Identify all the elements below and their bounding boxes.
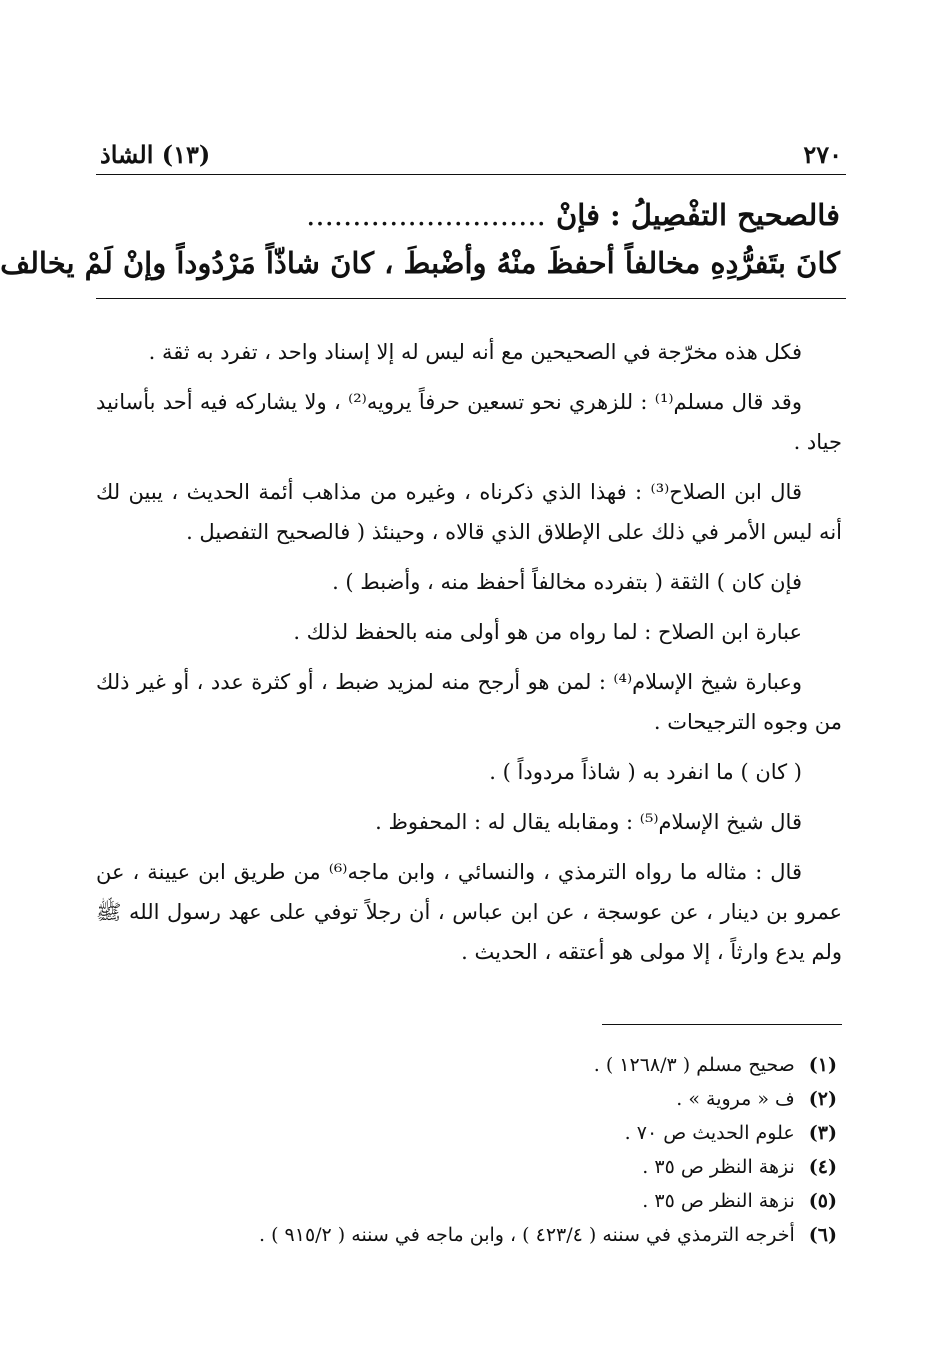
body-paragraph: فكل هذه مخرّجة في الصحيحين مع أنه ليس له إلا إسناد واحد ، تفرد به ثقة .: [148, 340, 802, 364]
matn-ellipsis: ..........................: [306, 198, 546, 232]
running-header: [96, 138, 846, 175]
body-paragraph: وعبارة شيخ الإسلام⁽⁴⁾ : لمن هو أرجح منه لمزيد ضبط ، أو كثرة عدد ، أو غير ذلك من وجوه الترجيحات .: [96, 670, 842, 734]
footnote-separator: [602, 1024, 842, 1025]
chapter-title: (١٣) الشاذ: [100, 140, 211, 169]
footnote-number: (٢): [808, 1088, 837, 1110]
footnote-text: نزهة النظر ص ٣٥ .: [642, 1190, 795, 1212]
footnotes: [137, 1048, 837, 1252]
body-paragraph: عبارة ابن الصلاح : لما رواه من هو أولى منه بالحفظ لذلك .: [293, 620, 802, 644]
footnote-item: [137, 1150, 837, 1184]
footnote-number: (١): [808, 1054, 837, 1076]
body-text: [96, 332, 842, 982]
footnote-text: علوم الحديث ص ٧٠ .: [624, 1122, 795, 1144]
matn-line-2: كانَ بتَفرُّدِهِ مخالفاً أحفظَ منْهُ وأضْبطَ ، كانَ شاذّاً مَرْدُوداً وإنْ لَمْ يخالف: [0, 246, 840, 280]
footnote-text: ف « مروية » .: [676, 1088, 795, 1110]
matn-line-1: [306, 198, 840, 232]
footnote-item: [137, 1082, 837, 1116]
matn-line-1-text: فالصحيح التفْصِيلُ : فإنْ: [555, 198, 840, 232]
body-paragraph: وقد قال مسلم⁽¹⁾ : للزهري نحو تسعين حرفاً يرويه⁽²⁾ ، ولا يشاركه فيه أحد بأسانيد جياد .: [96, 390, 842, 454]
matn-verse-block: [0, 198, 846, 299]
body-paragraph: فإن كان ) الثقة ( بتفرده مخالفاً أحفظ منه ، وأضبط ) .: [332, 570, 802, 594]
body-paragraph: قال ابن الصلاح⁽³⁾ : فهذا الذي ذكرناه ، وغيره من مذاهب أئمة الحديث ، يبين لك أنه ليس الأمر في ذلك على الإطلاق الذي قالاه ، وحينئذ ( فالصحيح التفصيل .: [96, 480, 842, 544]
body-paragraph: قال : مثاله ما رواه الترمذي ، والنسائي ، وابن ماجه⁽⁶⁾ من طريق ابن عيينة ، عن عمرو بن دينار ، عن عوسجة ، عن ابن عباس ، أن رجلاً توفي على عهد رسول الله ﷺ ولم يدع وارثاً ، إلا مولى هو أعتقه ، الحديث .: [96, 860, 842, 964]
footnote-text: نزهة النظر ص ٣٥ .: [642, 1156, 795, 1178]
page-number: ٢٧٠: [803, 140, 842, 169]
footnote-number: (٣): [808, 1122, 837, 1144]
body-paragraph: ( كان ) ما انفرد به ( شاذاً مردوداً ) .: [489, 760, 802, 784]
footnote-text: صحيح مسلم ( ١٢٦٨/٣ ) .: [593, 1054, 795, 1076]
footnote-text: أخرجه الترمذي في سننه ( ٤٢٣/٤ ) ، وابن ماجه في سننه ( ٩١٥/٢ ) .: [259, 1224, 795, 1246]
footnote-item: [137, 1218, 837, 1252]
footnote-number: (٥): [808, 1190, 837, 1212]
footnote-item: [137, 1048, 837, 1082]
body-paragraph: قال شيخ الإسلام⁽⁵⁾ : ومقابله يقال له : المحفوظ .: [375, 810, 802, 834]
footnote-item: [137, 1116, 837, 1150]
footnote-number: (٤): [808, 1156, 837, 1178]
footnote-number: (٦): [808, 1224, 837, 1246]
footnote-item: [137, 1184, 837, 1218]
